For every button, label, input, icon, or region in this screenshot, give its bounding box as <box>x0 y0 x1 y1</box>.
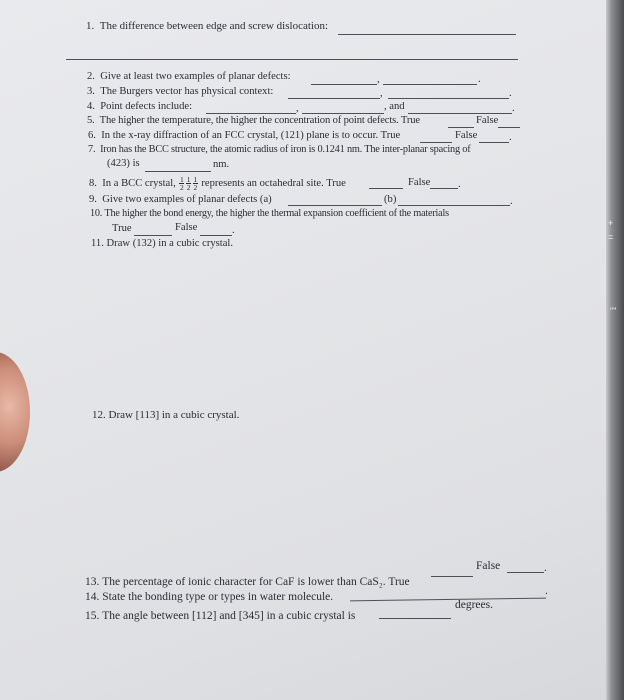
false-label-8: False <box>408 177 431 188</box>
answer-blank-9a[interactable] <box>288 205 382 206</box>
answer-blank-10-true[interactable] <box>134 235 172 236</box>
answer-blank-10-false[interactable] <box>200 235 232 236</box>
period-13: . <box>544 562 547 574</box>
answer-blank-5-true[interactable] <box>448 127 474 128</box>
answer-blank-13-false[interactable] <box>507 572 544 573</box>
period-2: . <box>478 74 481 85</box>
answer-blank-6-true[interactable] <box>420 142 452 143</box>
false-label-10: False <box>175 222 198 233</box>
question-2: 2. Give at least two examples of planar defects: <box>87 71 291 82</box>
answer-blank-1a[interactable] <box>338 34 516 35</box>
answer-blank-13-true[interactable] <box>431 576 473 577</box>
equals-mark: = <box>608 232 614 242</box>
answer-blank-2b[interactable] <box>383 84 477 85</box>
label-9b: (b) <box>384 194 397 205</box>
question-7: 7. Iron has the BCC structure, the atomic radius of iron is 0.1241 nm. The inter-planar spacing of <box>88 144 471 155</box>
drawing-area-11[interactable] <box>100 255 500 395</box>
question-12: 12. Draw [113] in a cubic crystal. <box>92 409 240 421</box>
answer-blank-5-false[interactable] <box>498 127 520 128</box>
question-10: 10. The higher the bond energy, the higher the thermal expansion coefficient of the materials <box>90 208 449 219</box>
question-13: 13. The percentage of ionic character for CaF is lower than CaS₂. True <box>85 576 410 588</box>
answer-blank-7[interactable] <box>145 171 211 172</box>
answer-blank-8-true[interactable] <box>369 188 403 189</box>
quote-mark: "" <box>610 306 617 316</box>
question-3: 3. The Burgers vector has physical context: <box>87 86 274 97</box>
period-3: . <box>509 88 512 99</box>
page-edge-background <box>606 0 624 700</box>
answer-blank-6-false[interactable] <box>479 142 509 143</box>
question-8: 8. In a BCC crystal, $\frac{1}{2}$ $\frac{1}{2}$ $\frac{1}{2}$ represents an octahedral site. True <box>89 175 346 192</box>
period-9: . <box>510 196 513 207</box>
fraction-2: $\frac{1}{2}$ <box>186 175 191 192</box>
question-1: 1. The difference between edge and screw dislocation: <box>86 20 328 32</box>
comma-2: , <box>377 74 380 85</box>
answer-blank-3b[interactable] <box>388 98 509 99</box>
answer-blank-3a[interactable] <box>288 98 380 99</box>
fraction-1: $\frac{1}{2}$ <box>179 175 184 192</box>
answer-blank-4a[interactable] <box>206 113 296 114</box>
unit-7: nm. <box>213 159 230 170</box>
question-6: 6. In the x-ray diffraction of an FCC crystal, (121) plane is to occur. True <box>88 130 401 141</box>
question-4: 4. Point defects include: <box>87 101 193 112</box>
true-label-10: True <box>112 223 132 234</box>
question-5: 5. The higher the temperature, the higher the concentration of point defects. True <box>87 115 420 126</box>
unit-15: degrees. <box>455 599 493 611</box>
false-label-5: False <box>476 115 499 126</box>
question-15: 15. The angle between [112] and [345] in a cubic crystal is <box>85 610 356 622</box>
comma-4: , <box>296 103 299 114</box>
period-4: . <box>512 103 515 114</box>
answer-blank-14[interactable] <box>350 598 546 602</box>
question-9: 9. Give two examples of planar defects (a) <box>89 194 272 205</box>
period-8: . <box>458 179 461 190</box>
and-4: , and <box>384 101 405 112</box>
plus-mark: + <box>608 218 614 228</box>
fraction-3: $\frac{1}{2}$ <box>193 175 198 192</box>
answer-blank-2a[interactable] <box>311 84 377 85</box>
answer-blank-15[interactable] <box>379 618 451 619</box>
answer-blank-4c[interactable] <box>408 113 512 114</box>
thumb-photo-artifact <box>0 352 30 472</box>
answer-blank-4b[interactable] <box>302 113 384 114</box>
question-14: 14. State the bonding type or types in water molecule. <box>85 591 334 603</box>
period-10: . <box>232 225 235 236</box>
false-label-6: False <box>455 130 478 141</box>
question-7-continued: (423) is <box>107 158 140 169</box>
answer-blank-1b[interactable] <box>66 59 518 60</box>
period-14: . <box>545 585 548 597</box>
question-11: 11. Draw (132) in a cubic crystal. <box>91 238 234 249</box>
answer-blank-9b[interactable] <box>398 205 510 206</box>
answer-blank-8-false[interactable] <box>430 188 458 189</box>
comma-3: , <box>380 88 383 99</box>
drawing-area-12[interactable] <box>100 428 500 558</box>
false-label-13: False <box>476 560 501 572</box>
period-6: . <box>509 132 512 143</box>
